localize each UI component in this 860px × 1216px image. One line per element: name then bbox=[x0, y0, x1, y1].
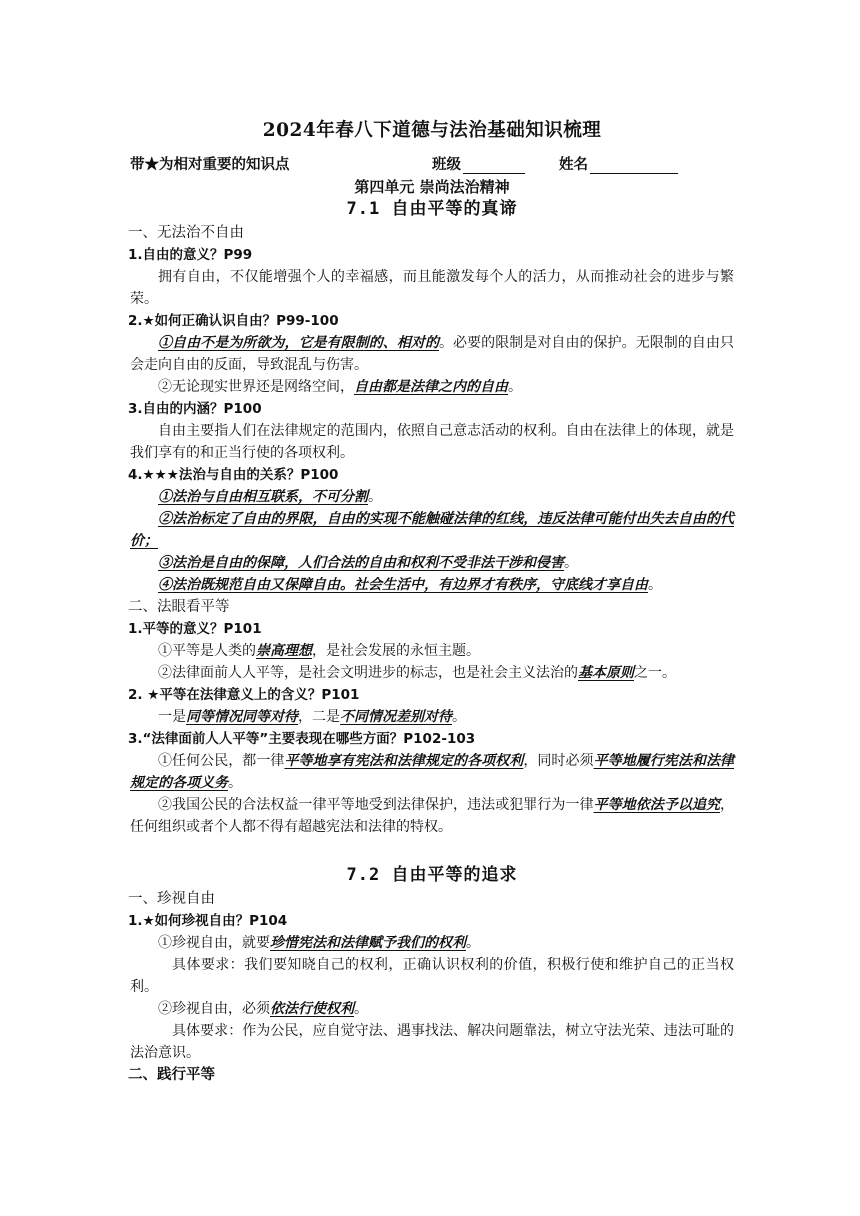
key-point: 依法行使权利 bbox=[270, 1001, 354, 1017]
question-heading: 1.自由的意义？P99 bbox=[128, 247, 253, 263]
answer-paragraph bbox=[130, 574, 734, 596]
question-heading: 3.“法律面前人人平等”主要表现在哪些方面？P102-103 bbox=[128, 731, 476, 747]
info-row bbox=[130, 152, 734, 174]
answer-paragraph bbox=[130, 332, 734, 376]
question-heading: 3.自由的内涵？P100 bbox=[128, 401, 262, 417]
answer-text: 之一。 bbox=[634, 665, 676, 681]
answer-text: ，任何组织或者个人都不得有超越宪法和法律的特权。 bbox=[130, 797, 735, 835]
answer-text: ②无论现实世界还是网络空间， bbox=[158, 379, 354, 395]
answer-text: ，二是 bbox=[298, 709, 340, 725]
answer-paragraph bbox=[130, 750, 734, 794]
requirement-paragraph: 具体要求：我们要知晓自己的权利，正确认识权利的价值，积极行使和维护自己的正当权利。 bbox=[130, 957, 734, 995]
answer-paragraph bbox=[130, 662, 734, 684]
key-point: 平等地履行宪法和法律规定的各项义务 bbox=[130, 753, 735, 791]
answer-text: ②我国公民的合法权益一律平等地受到法律保护，违法或犯罪行为一律 bbox=[158, 797, 594, 813]
answer-text: ，同时必须 bbox=[523, 753, 594, 769]
key-point: 平等地享有宪法和法律规定的各项权利 bbox=[284, 753, 524, 769]
section-heading: 二、法眼看平等 bbox=[128, 599, 230, 615]
key-point: 崇高理想 bbox=[256, 643, 312, 659]
section-heading: 二、践行平等 bbox=[128, 1067, 215, 1083]
key-point: ②法治标定了自由的界限，自由的实现不能触碰法律的红线，违反法律可能付出失去自由的代价； bbox=[130, 511, 734, 549]
answer-text: 。 bbox=[228, 775, 242, 791]
key-point: 同等情况同等对待 bbox=[186, 709, 298, 725]
answer-paragraph bbox=[130, 932, 734, 954]
key-point: ①自由不是为所欲为，它是有限制的、相对的 bbox=[158, 335, 439, 351]
question-heading: 2. ★平等在法律意义上的含义？P101 bbox=[128, 687, 360, 703]
answer-paragraph bbox=[130, 706, 734, 728]
answer-text: 。 bbox=[466, 935, 480, 951]
answer-text: ①珍视自由，就要 bbox=[158, 935, 270, 951]
answer-text: 。 bbox=[508, 379, 522, 395]
answer-paragraph bbox=[130, 998, 734, 1020]
answer-paragraph: 拥有自由，不仅能增强个人的幸福感，而且能激发每个人的活力，从而推动社会的进步与繁荣。 bbox=[130, 269, 734, 307]
key-point: 不同情况差别对待 bbox=[340, 709, 452, 725]
answer-text: 。 bbox=[368, 489, 382, 505]
unit-title: 第四单元 崇尚法治精神 bbox=[354, 178, 510, 196]
name-label: 姓名 bbox=[559, 155, 588, 173]
question-heading: 1.平等的意义？P101 bbox=[128, 621, 262, 637]
class-blank[interactable] bbox=[463, 159, 525, 174]
answer-paragraph bbox=[130, 640, 734, 662]
requirement-paragraph: 具体要求：作为公民，应自觉守法、遇事找法、解决问题靠法，树立守法光荣、违法可耻的法治意识。 bbox=[130, 1023, 734, 1061]
answer-paragraph bbox=[130, 376, 734, 398]
answer-paragraph bbox=[130, 486, 734, 508]
answer-text: 。 bbox=[648, 577, 662, 593]
key-point: ③法治是自由的保障，人们合法的自由和权利不受非法干涉和侵害 bbox=[158, 555, 564, 571]
question-heading: 1.★如何珍视自由？P104 bbox=[128, 913, 288, 929]
class-label: 班级 bbox=[432, 155, 461, 173]
answer-paragraph bbox=[130, 794, 734, 838]
answer-paragraph bbox=[130, 508, 734, 552]
answer-text: 。必要的限制是对自由的保护。无限制的自由只会走向自由的反面，导致混乱与伤害。 bbox=[130, 335, 734, 373]
answer-text: ①平等是人类的 bbox=[158, 643, 256, 659]
class-field bbox=[432, 153, 525, 174]
section-heading: 一、无法治不自由 bbox=[128, 225, 244, 241]
star-note: 带★为相对重要的知识点 bbox=[130, 155, 290, 173]
lesson-title-7-2: 7.2 自由平等的追求 bbox=[346, 865, 518, 885]
key-point: ①法治与自由相互联系，不可分割 bbox=[158, 489, 368, 505]
key-point: 珍惜宪法和法律赋予我们的权利 bbox=[270, 935, 466, 951]
key-point: 基本原则 bbox=[578, 665, 634, 681]
document-title: 2024年春八下道德与法治基础知识梳理 bbox=[262, 120, 602, 141]
name-field bbox=[559, 153, 678, 174]
answer-text: 。 bbox=[452, 709, 466, 725]
document-content bbox=[130, 110, 734, 1086]
key-point: ④法治既规范自由又保障自由。社会生活中，有边界才有秩序，守底线才享自由 bbox=[158, 577, 648, 593]
answer-text: 。 bbox=[564, 555, 578, 571]
question-heading: 2.★如何正确认识自由？P99-100 bbox=[128, 313, 339, 329]
key-point: 自由都是法律之内的自由 bbox=[354, 379, 508, 395]
section-heading: 一、珍视自由 bbox=[128, 891, 215, 907]
answer-text: ②法律面前人人平等，是社会文明进步的标志，也是社会主义法治的 bbox=[158, 665, 578, 681]
answer-paragraph: 自由主要指人们在法律规定的范围内，依照自己意志活动的权利。自由在法律上的体现，就是我们享有的和正当行使的各项权利。 bbox=[130, 423, 734, 461]
lesson-title-7-1: 7.1 自由平等的真谛 bbox=[346, 199, 518, 219]
answer-text: 一是 bbox=[158, 709, 186, 725]
answer-paragraph bbox=[130, 552, 734, 574]
name-blank[interactable] bbox=[590, 159, 678, 174]
key-point: 平等地依法予以追究 bbox=[593, 797, 721, 813]
answer-text: ②珍视自由，必须 bbox=[158, 1001, 270, 1017]
answer-text: ①任何公民，都一律 bbox=[158, 753, 285, 769]
question-heading: 4.★★★法治与自由的关系？P100 bbox=[128, 467, 339, 483]
answer-text: ，是社会发展的永恒主题。 bbox=[312, 643, 480, 659]
answer-text: 。 bbox=[354, 1001, 368, 1017]
